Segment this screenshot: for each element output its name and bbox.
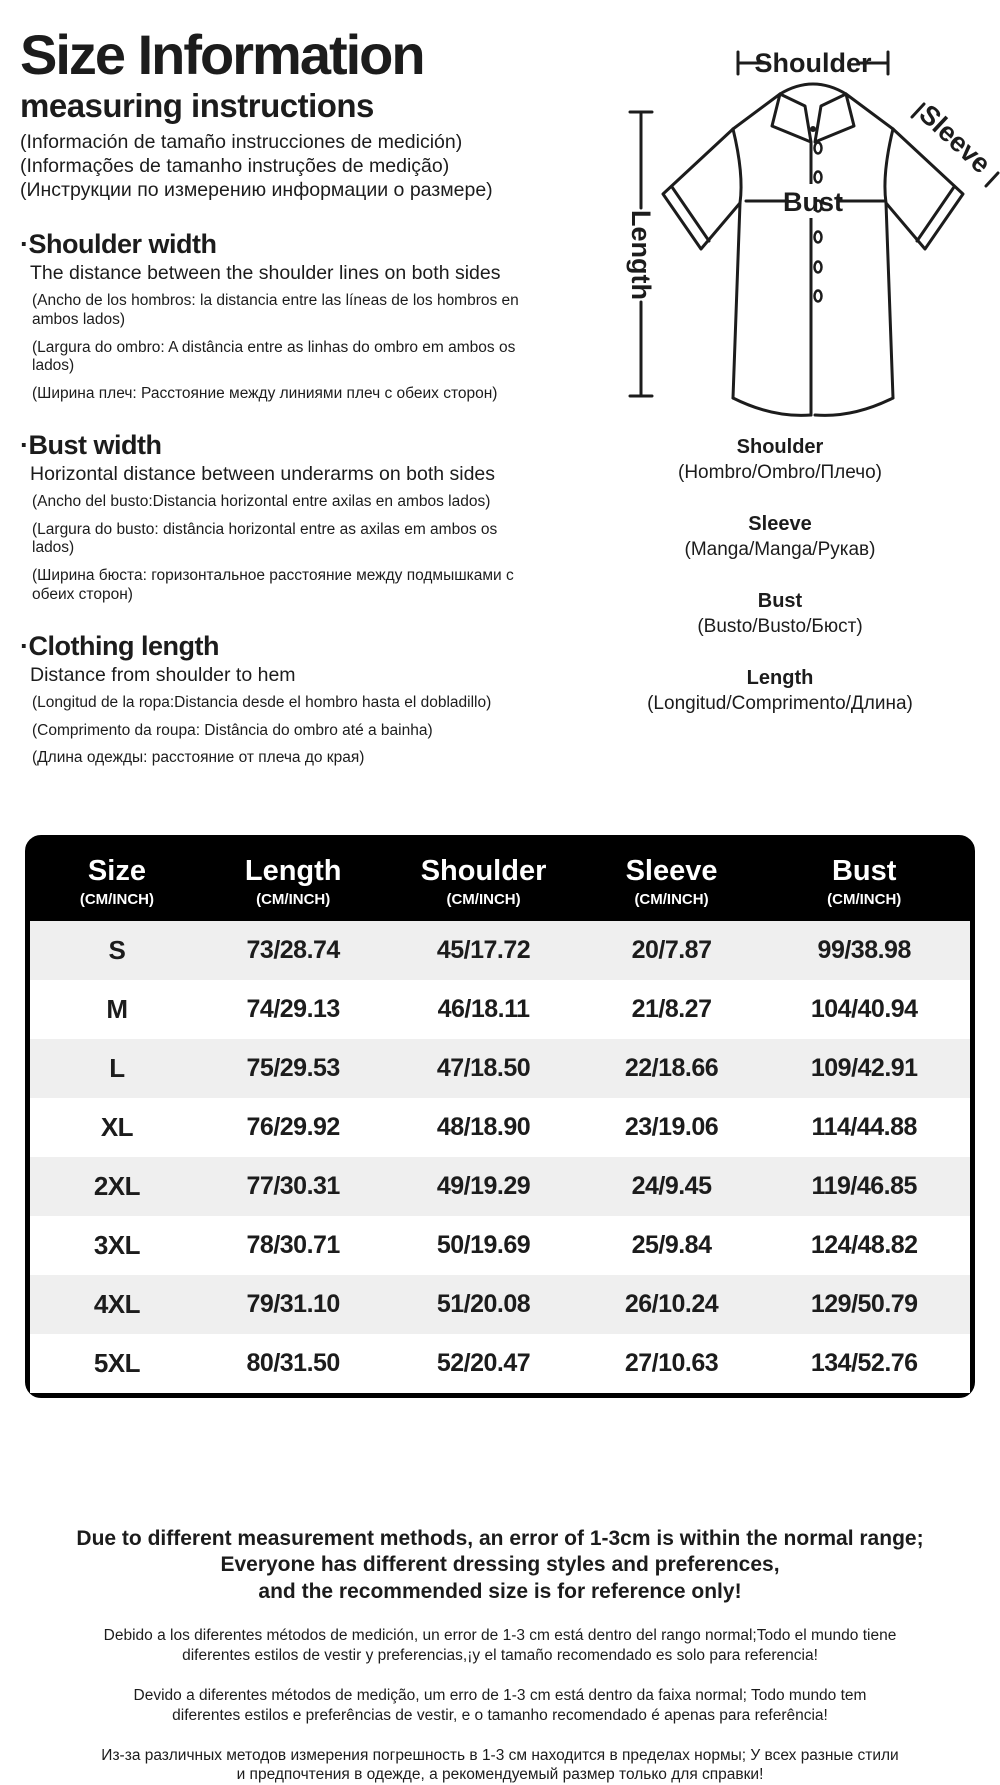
size-table xyxy=(25,835,975,1398)
value-cell: 24/9.45 xyxy=(631,1172,712,1201)
measurement-notice xyxy=(0,1526,1000,1605)
bust-measure-label: Bust xyxy=(783,187,843,217)
disclaimer-footer xyxy=(0,1526,1000,1785)
column-header-size xyxy=(30,855,204,908)
column-unit: (CM/INCH) xyxy=(79,891,155,909)
column-header-length xyxy=(204,855,383,908)
notice-line: Everyone has different dressing styles and preferences, xyxy=(220,1553,780,1577)
diagram-legend xyxy=(560,436,1000,715)
notice-line: and the recommended size is for reference only! xyxy=(258,1579,742,1603)
section-translation-pt: (Largura do ombro: A distância entre as linhas do ombro em ambos os lados) xyxy=(32,338,516,375)
sleeve-measure-label: Sleeve xyxy=(913,98,997,180)
section-translation-ru: (Ширина бюста: горизонтальное расстояние между подмышками с обеих сторон) xyxy=(32,567,514,603)
column-label: Size xyxy=(87,855,146,888)
shirt-diagram xyxy=(560,26,1000,426)
value-cell: 26/10.24 xyxy=(624,1290,719,1319)
disclaimer-ru xyxy=(0,1746,1000,1785)
table-row xyxy=(30,1275,970,1334)
page-title: Size Information xyxy=(20,23,424,86)
table-row xyxy=(30,1157,970,1216)
legend-term: Sleeve xyxy=(748,513,812,535)
section-translation-es: (Longitud de la ropa:Distancia desde el hombro hasta el dobladillo) xyxy=(32,694,492,712)
section-shoulder-width xyxy=(20,229,560,403)
column-unit: (CM/INCH) xyxy=(446,891,521,909)
section-subtitle: Horizontal distance between underarms on both sides xyxy=(30,463,496,486)
value-cell: 51/20.08 xyxy=(436,1290,531,1319)
value-cell: 75/29.53 xyxy=(246,1054,340,1083)
legend-translation: (Busto/Busto/Бюст) xyxy=(697,616,863,637)
legend-length xyxy=(560,667,1000,715)
table-row xyxy=(30,980,970,1039)
value-cell: 23/19.06 xyxy=(624,1113,719,1142)
legend-translation: (Manga/Manga/Рукав) xyxy=(684,539,876,560)
column-header-bust xyxy=(758,855,970,908)
notice-line: Due to different measurement methods, an error of 1-3cm is within the normal range; xyxy=(76,1527,924,1551)
value-cell: 134/52.76 xyxy=(810,1349,918,1378)
disclaimer-line: и предпочтения в одежде, а рекомендуемый размер только для справки! xyxy=(236,1766,764,1784)
section-translation-ru: (Длина одежды: расстояние от плеча до края) xyxy=(32,749,365,767)
instructions-column xyxy=(20,23,560,777)
section-bust-width xyxy=(20,430,560,604)
value-cell: 74/29.13 xyxy=(246,995,340,1024)
value-cell: 114/44.88 xyxy=(811,1113,917,1142)
title-translation-pt: (Informações de tamanho instruções de medição) xyxy=(20,154,450,177)
size-cell: 2XL xyxy=(93,1171,141,1202)
title-translation-es: (Información de tamaño instrucciones de medición) xyxy=(20,130,463,153)
value-cell: 47/18.50 xyxy=(436,1054,531,1083)
section-subtitle: The distance between the shoulder lines on both sides xyxy=(30,262,501,285)
legend-translation: (Hombro/Ombro/Плечо) xyxy=(678,462,882,483)
table-row xyxy=(30,1098,970,1157)
title-translation-ru: (Инструкции по измерению информации о размере) xyxy=(20,179,493,202)
value-cell: 124/48.82 xyxy=(810,1231,918,1260)
table-row xyxy=(30,1039,970,1098)
value-cell: 20/7.87 xyxy=(631,936,712,965)
legend-bust xyxy=(560,590,1000,638)
value-cell: 109/42.91 xyxy=(810,1054,918,1083)
value-cell: 77/30.31 xyxy=(246,1172,340,1201)
button-icons xyxy=(815,143,822,302)
column-unit: (CM/INCH) xyxy=(256,891,331,909)
disclaimer-line: Из-за различных методов измерения погрешность в 1-3 см находится в пределах нормы; У всех разные стили xyxy=(101,1746,899,1764)
top-section xyxy=(0,0,1000,777)
disclaimer-line: diferentes estilos de vestir y preferencias,¡y el tamaño recomendado es solo para referencia! xyxy=(182,1646,818,1664)
disclaimer-line: Devido a diferentes métodos de medição, um erro de 1-3 cm está dentro da faixa normal; Todo mundo tem xyxy=(133,1687,867,1705)
column-unit: (CM/INCH) xyxy=(827,891,902,909)
disclaimer-pt xyxy=(0,1686,1000,1725)
legend-shoulder xyxy=(560,436,1000,484)
size-cell: 4XL xyxy=(93,1289,141,1320)
section-translation-ru: (Ширина плеч: Расстояние между линиями плеч с обеих сторон) xyxy=(32,384,498,402)
section-heading: ·Bust width xyxy=(20,430,162,461)
value-cell: 50/19.69 xyxy=(436,1231,531,1260)
table-row xyxy=(30,921,970,980)
value-cell: 79/31.10 xyxy=(246,1290,340,1319)
size-cell: M xyxy=(106,994,128,1025)
value-cell: 73/28.74 xyxy=(246,936,340,965)
disclaimer-line: Debido a los diferentes métodos de medición, un error de 1-3 cm está dentro del rango normal;Todo el mundo tiene xyxy=(103,1627,897,1645)
column-label: Sleeve xyxy=(625,855,718,888)
size-cell: 3XL xyxy=(93,1230,141,1261)
size-table-header xyxy=(30,840,970,921)
value-cell: 80/31.50 xyxy=(246,1349,340,1378)
table-row xyxy=(30,1334,970,1393)
length-measure xyxy=(626,112,656,396)
value-cell: 76/29.92 xyxy=(246,1113,340,1142)
value-cell: 49/19.29 xyxy=(436,1172,531,1201)
size-cell: L xyxy=(109,1053,125,1084)
shirt-outline xyxy=(663,84,963,415)
value-cell: 129/50.79 xyxy=(810,1290,918,1319)
section-subtitle: Distance from shoulder to hem xyxy=(30,664,296,687)
section-translation-es: (Ancho del busto:Distancia horizontal entre axilas en ambos lados) xyxy=(32,493,491,511)
value-cell: 119/46.85 xyxy=(811,1172,917,1201)
value-cell: 99/38.98 xyxy=(817,936,911,965)
column-unit: (CM/INCH) xyxy=(634,891,709,909)
column-label: Shoulder xyxy=(420,855,547,888)
diagram-column xyxy=(560,26,1000,777)
section-translation-pt: (Comprimento da roupa: Distância do ombro até a bainha) xyxy=(32,721,433,739)
section-clothing-length xyxy=(20,631,560,768)
value-cell: 25/9.84 xyxy=(631,1231,712,1260)
section-heading: ·Clothing length xyxy=(20,631,219,662)
value-cell: 46/18.11 xyxy=(437,995,530,1024)
length-measure-label: Length xyxy=(626,210,656,300)
value-cell: 104/40.94 xyxy=(810,995,918,1024)
title-translations xyxy=(20,130,560,203)
value-cell: 45/17.72 xyxy=(436,936,531,965)
shoulder-measure-label: Shoulder xyxy=(754,48,872,78)
legend-term: Length xyxy=(746,667,814,689)
legend-sleeve xyxy=(560,513,1000,561)
legend-term: Bust xyxy=(757,590,803,612)
section-translation-pt: (Largura do busto: distância horizontal entre as axilas em ambos os lados) xyxy=(32,520,498,557)
column-label: Length xyxy=(244,855,342,888)
collar-button-icon xyxy=(810,126,816,132)
disclaimer-line: diferentes estilos e preferências de vestir, e o tamanho recomendado é apenas para referência! xyxy=(172,1706,828,1724)
section-translation-es: (Ancho de los hombros: la distancia entre las líneas de los hombros en ambos lados) xyxy=(32,292,519,328)
value-cell: 27/10.63 xyxy=(624,1349,719,1378)
sleeve-measure xyxy=(912,99,998,186)
shoulder-measure xyxy=(738,48,888,78)
value-cell: 21/8.27 xyxy=(631,995,712,1024)
value-cell: 78/30.71 xyxy=(246,1231,340,1260)
size-cell: XL xyxy=(100,1112,134,1143)
table-row xyxy=(30,1216,970,1275)
column-header-sleeve xyxy=(585,855,759,908)
legend-translation: (Longitud/Comprimento/Длина) xyxy=(647,693,913,714)
value-cell: 22/18.66 xyxy=(624,1054,719,1083)
value-cell: 52/20.47 xyxy=(436,1349,531,1378)
column-header-shoulder xyxy=(382,855,584,908)
page-subtitle: measuring instructions xyxy=(20,86,374,124)
column-label: Bust xyxy=(831,855,897,888)
size-cell: 5XL xyxy=(93,1348,141,1379)
value-cell: 48/18.90 xyxy=(436,1113,531,1142)
legend-term: Shoulder xyxy=(736,436,824,458)
section-heading: ·Shoulder width xyxy=(20,229,217,260)
size-cell: S xyxy=(108,935,126,966)
disclaimer-es xyxy=(0,1626,1000,1665)
